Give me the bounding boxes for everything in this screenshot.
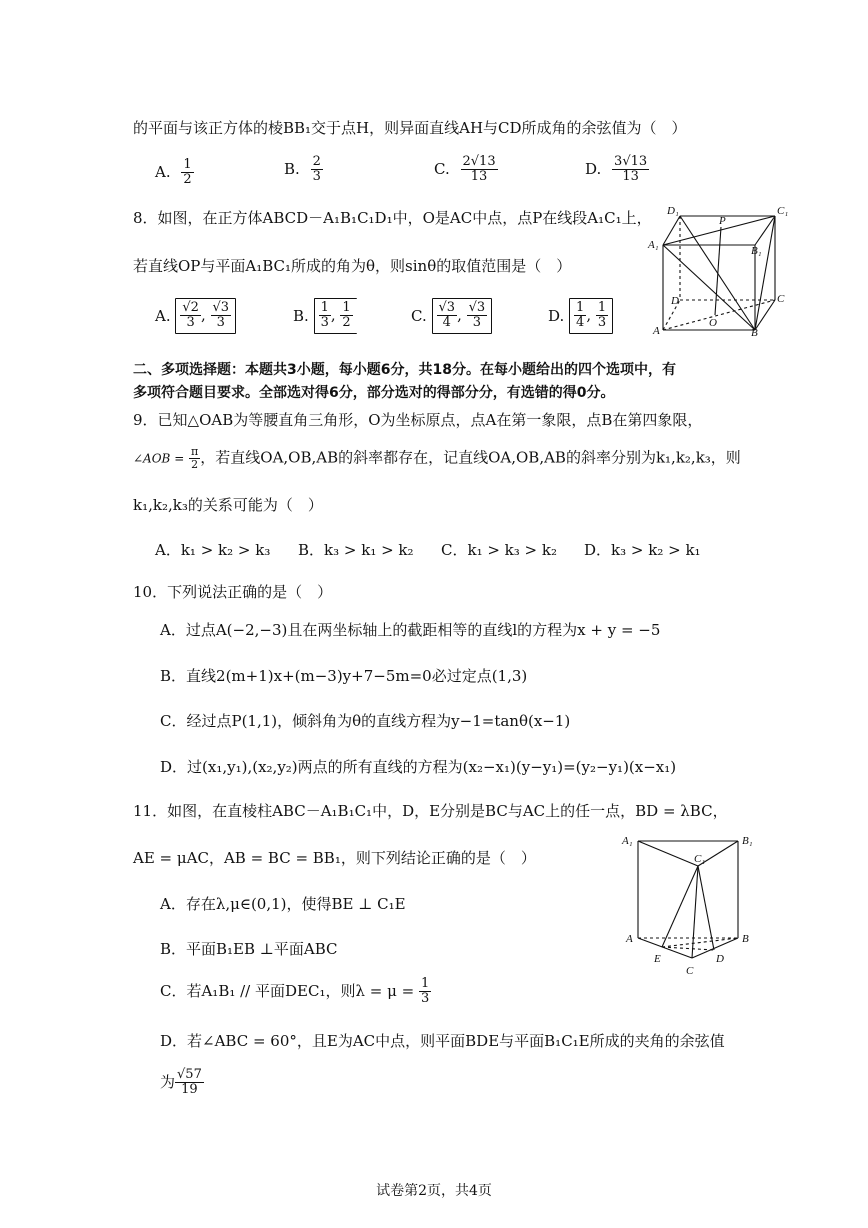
option-label: D. — [585, 159, 602, 178]
q7-option-b[interactable] — [284, 155, 323, 185]
q10-option-b[interactable]: B．直线2(m+1)x+(m−3)y+7−5m=0必过定点(1,3) — [160, 667, 528, 685]
interval: $\frac{1}{4}$ , $\frac{1}{3}$ — [569, 298, 613, 334]
label-c: C — [686, 965, 694, 977]
label-b1: B₁ — [751, 245, 762, 257]
q11-stem-line1: 11．如图，在直棱柱ABC－A₁B₁C₁中，D，E分别是BC与AC上的任一点，BD = λBC， — [133, 802, 728, 820]
label-c1: C₁ — [777, 205, 789, 217]
q8-option-c[interactable] — [411, 298, 492, 334]
q8-option-d[interactable] — [548, 298, 613, 334]
label-d: D — [716, 953, 724, 965]
q8-stem-line1: 8．如图，在正方体ABCD－A₁B₁C₁D₁中，O是AC中点，点P在线段A₁C₁上， — [133, 209, 652, 227]
q10-option-c[interactable]: C．经过点P(1,1)，倾斜角为θ的直线方程为y−1=tanθ(x−1) — [160, 712, 571, 730]
interval: $\frac{√3}{4}$ , $\frac{√3}{3}$ — [432, 298, 493, 334]
q7-option-d[interactable] — [585, 155, 649, 185]
q9-option-b[interactable]: B．k₃ > k₁ > k₂ — [298, 541, 414, 559]
label-p: P — [719, 215, 726, 227]
label-a: A — [626, 933, 633, 945]
q7-option-a[interactable] — [155, 158, 194, 188]
fraction: $\frac{1}{2}$ — [183, 157, 192, 188]
label-d: D — [671, 295, 679, 307]
q11-option-a[interactable]: A．存在λ,μ∈(0,1)，使得BE ⊥ C₁E — [160, 895, 406, 913]
q9-option-d[interactable]: D．k₃ > k₂ > k₁ — [584, 541, 701, 559]
q10-stem: 10．下列说法正确的是（ ） — [133, 583, 333, 601]
label-b1: B₁ — [742, 835, 753, 847]
q7-option-c[interactable] — [434, 155, 498, 185]
q10-option-a[interactable]: A．过点A(−2,−3)且在两坐标轴上的截距相等的直线l的方程为x + y = −5 — [160, 621, 661, 639]
option-label: C. — [434, 159, 450, 178]
q9-option-c[interactable]: C．k₁ > k₃ > k₂ — [441, 541, 557, 559]
q10-option-d[interactable]: D．过(x₁,y₁),(x₂,y₂)两点的所有直线的方程为(x₂−x₁)(y−y₁)=(y₂−y₁)(x−x₁) — [160, 758, 677, 776]
label-c1: C₁ — [694, 853, 706, 865]
label-a: A — [653, 325, 660, 337]
q9-stem-line3: k₁,k₂,k₃的关系可能为（ ） — [133, 496, 323, 514]
option-label: B. — [284, 159, 300, 178]
q8-stem-line2: 若直线OP与平面A₁BC₁所成的角为θ，则sinθ的取值范围是（ ） — [133, 257, 572, 275]
option-label: B. — [293, 306, 309, 325]
page-footer: 试卷第2页，共4页 — [376, 1183, 492, 1199]
prism-figure — [620, 828, 760, 978]
option-label: C. — [411, 306, 427, 325]
q11-option-d: D．若∠ABC = 60°，且E为AC中点，则平面BDE与平面B₁C₁E所成的夹角的余弦值 — [160, 1032, 725, 1050]
section-heading-line2: 多项符合题目要求。全部选对得6分，部分选对的得部分分，有选错的得0分。 — [133, 385, 615, 401]
section-heading-line1: 二、多项选择题：本题共3小题，每小题6分，共18分。在每小题给出的四个选项中，有 — [133, 362, 676, 378]
label-a1: A₁ — [622, 835, 633, 847]
q7-stem-tail: 的平面与该正方体的棱BB₁交于点H，则异面直线AH与CD所成角的余弦值为（ ） — [133, 119, 687, 137]
q11-option-b[interactable]: B．平面B₁EB ⊥平面ABC — [160, 940, 338, 958]
interval: $\frac{√2}{3}$ , $\frac{√3}{3}$ — [175, 298, 236, 334]
option-label: D. — [548, 306, 565, 325]
q9-stem-line1: 9．已知△OAB为等腰直角三角形，O为坐标原点，点A在第一象限，点B在第四象限， — [133, 411, 703, 429]
option-label: A. — [155, 306, 171, 325]
label-e: E — [654, 953, 661, 965]
q11-stem-line2: AE = μAC，AB = BC = BB₁，则下列结论正确的是（ ） — [133, 849, 536, 867]
label-b: B — [751, 327, 758, 339]
label-b: B — [742, 933, 749, 945]
label-d1: D₁ — [667, 205, 679, 217]
label-o: O — [709, 317, 717, 329]
q8-option-a[interactable] — [155, 298, 236, 334]
fraction: $\frac{3√13}{13}$ — [614, 154, 648, 185]
option-label: A. — [155, 162, 171, 181]
fraction: $\frac{2}{3}$ — [312, 154, 321, 185]
q11-option-c[interactable]: C．若A₁B₁ // 平面DEC₁，则λ = μ = $\frac{1}{3}$ — [160, 976, 430, 1007]
fraction: $\frac{2√13}{13}$ — [462, 154, 496, 185]
q8-option-b[interactable] — [293, 298, 357, 334]
label-c: C — [777, 293, 785, 305]
interval: $\frac{1}{3}$ , $\frac{1}{2}$ — [314, 298, 357, 334]
cube-figure — [645, 200, 790, 340]
label-a1: A₁ — [648, 239, 659, 251]
q9-option-a[interactable]: A．k₁ > k₂ > k₃ — [155, 541, 271, 559]
q11-option-d-cont: 为 $\frac{√57}{19}$ — [160, 1067, 202, 1098]
q9-stem-line2: ∠AOB = $\frac{\pi}{2}$ ，若直线OA,OB,AB的斜率都存在，记直线OA,OB,AB的斜率分别为k₁,k₂,k₃，则 — [133, 445, 741, 472]
